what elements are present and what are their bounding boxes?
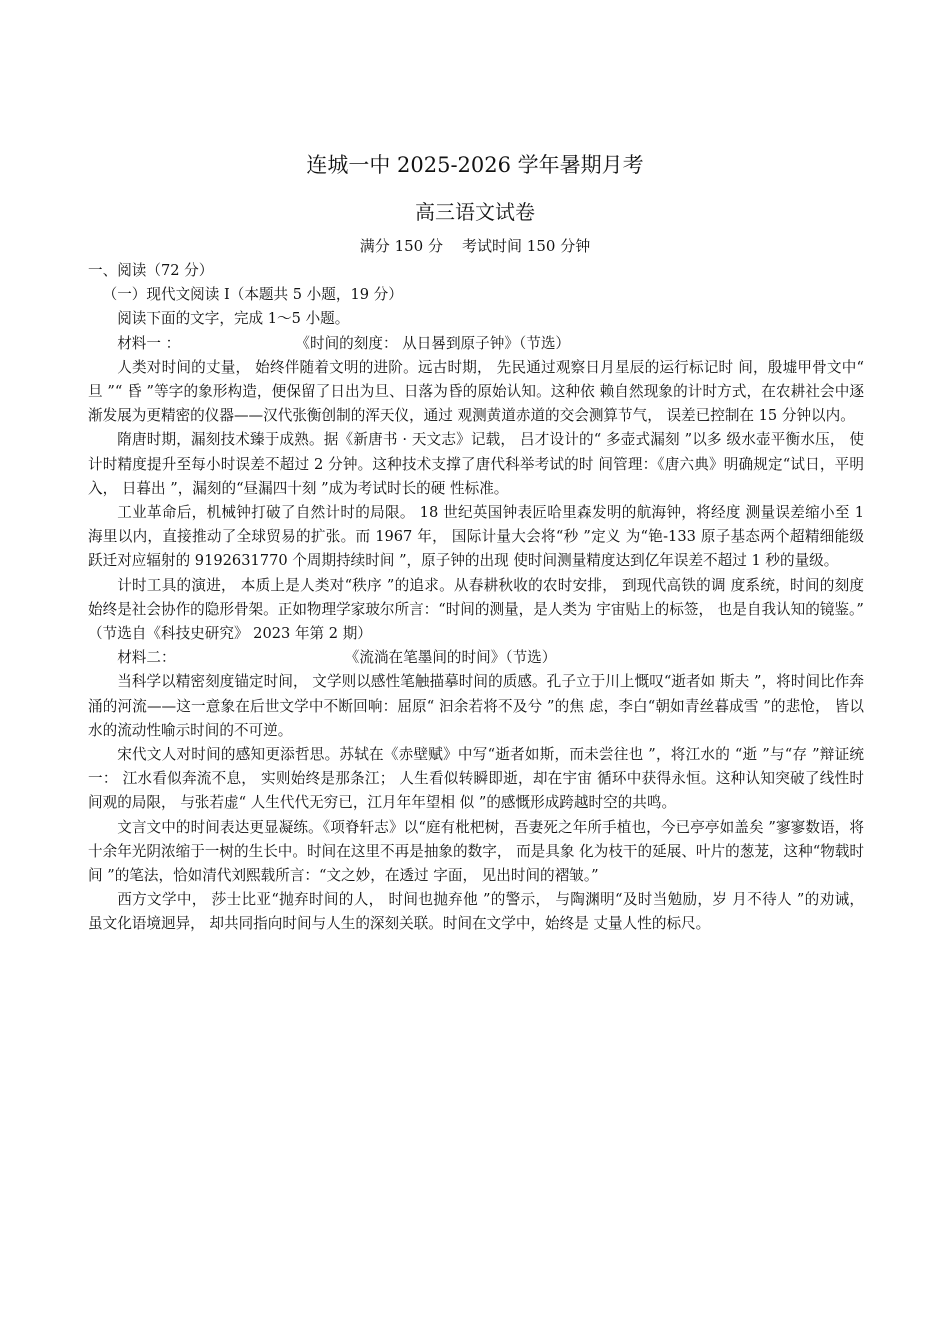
reading-instruction: 阅读下面的文字，完成 1～5 小题。 [117,310,350,328]
material2-label: 材料二： [117,649,176,667]
material2-paragraph: 当科学以精密刻度锚定时间， 文学则以感性笔触描摹时间的质感。孔子立于川上慨叹“逝者如 斯夫 ”，将时间比作奔涌的河流——这一意象在后世文学中不断回响：屈原“ 汩余若将不及兮 ”的焦 虑，李白“朝如青丝暮成雪 ”的悲怆， 皆以水的流动性喻示时间的不可逆。 [88,673,864,739]
section-heading: 一、阅读（72 分） [88,262,214,279]
material2-paragraph: 文言文中的时间表达更显凝练。《项脊轩志》以“庭有枇杷树，吾妻死之年所手植也，今已亭亭如盖矣 ”寥寥数语，将十余年光阴浓缩于一树的生长中。时间在这里不再是抽象的数字， 而是具象 化为枝干的延展、叶片的葱茏，这种“物载时间 ”的笔法，恰如清代刘熙载所言：“文之妙，在透过 字面， 见出时间的褶皱。” [88,818,864,885]
material1-paragraph: 人类对时间的丈量， 始终伴随着文明的进阶。远古时期， 先民通过观察日月星辰的运行标记时 间，殷墟甲骨文中“ 旦 ”“ 昏 ”等字的象形构造，便保留了日出为旦、日落为昏的原始认知。这种依 赖自然现象的计时方式，在农耕社会中逐渐发展为更精密的仪器——汉代张衡创制的浑天仪，通过 观测黄道赤道的交会测算节气， 误差已控制在 15 分钟以内。 [88,358,864,425]
material2-title: 《流淌在笔墨间的时间》（节选） [344,649,557,667]
section-subheading: （一）现代文阅读 I（本题共 5 小题，19 分） [102,286,403,304]
exam-title: 连城一中 2025-2026 学年暑期月考 [306,153,644,177]
material1-heading [88,332,864,356]
material1-paragraph: 隋唐时期，漏刻技术臻于成熟。据《新唐书 · 天文志》记载， 吕才设计的“ 多壶式漏刻 ”以多 级水壶平衡水压， 使计时精度提升至每小时误差不超过 2 分钟。这种技术支撑了唐代科举考试的时 间管理：《唐六典》明确规定“试日，平明入， 日暮出 ”，漏刻的“昼漏四十刻 ”成为考试时长的硬 性标准。 [88,431,864,497]
material1-label: 材料一 ： [117,334,181,352]
paper-subtitle: 高三语文试卷 [415,200,535,224]
material2-paragraph: 宋代文人对时间的感知更添哲思。苏轼在《赤壁赋》中写“逝者如斯，而未尝往也 ”，将江水的 “逝 ”与“存 ”辩证统一： 江水看似奔流不息， 实则始终是那条江； 人生看似转瞬即逝，却在宇宙 循环中获得永恒。这种认知突破了线性时间观的局限， 与张若虚“ 人生代代无穷已，江月年年望相 似 ”的感慨形成跨越时空的共鸣。 [88,746,864,812]
material2-paragraph: 西方文学中， 莎士比亚“抛弃时间的人， 时间也抛弃他 ”的警示， 与陶渊明“及时当勉励，岁 月不待人 ”的劝诫， 虽文化语境迥异， 却共同指向时间与人生的深刻关联。时间在文学中，始终是 丈量人性的标尺。 [88,891,864,933]
exam-body [88,259,864,937]
material1-title: 《时间的刻度： 从日晷到原子钟》（节选） [295,334,571,352]
score-time-line: 满分 150 分 考试时间 150 分钟 [359,237,591,255]
material1-source: （节选自《科技史研究》 2023 年第 2 期） [88,625,372,643]
material1-paragraph: 计时工具的演进， 本质上是人类对“秩序 ”的追求。从春耕秋收的农时安排， 到现代高铁的调 度系统，时间的刻度始终是社会协作的隐形骨架。正如物理学家玻尔所言：“时间的测量，是人类为 宇宙贴上的标签， 也是自我认知的镜鉴。” [88,576,864,618]
material2-heading [88,646,864,670]
material1-paragraph: 工业革命后，机械钟打破了自然计时的局限。 18 世纪英国钟表匠哈里森发明的航海钟，将经度 测量误差缩小至 1 海里以内，直接推动了全球贸易的扩张。而 1967 年， 国际计量大会将“秒 ”定义 为“铯-133 原子基态两个超精细能级跃迁对应辐射的 9192631770 个周期持续时间 ”，原子钟的出现 使时间测量精度达到亿年误差不超过 1 秒的量级。 [88,504,864,570]
